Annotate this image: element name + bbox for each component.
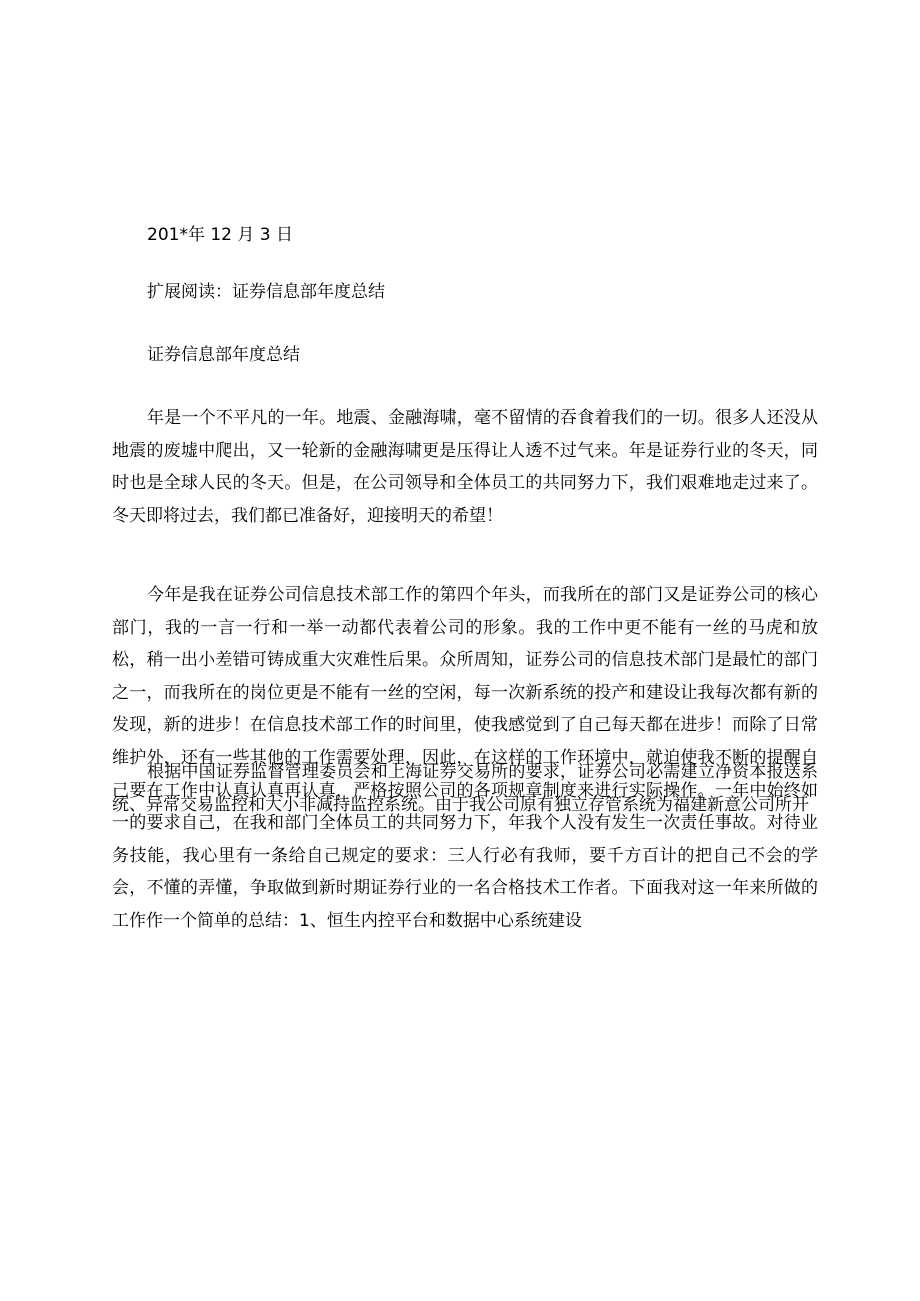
extended-reading-line: 扩展阅读：证券信息部年度总结 xyxy=(147,282,385,302)
paragraph-1: 年是一个不平凡的一年。地震、金融海啸，毫不留情的吞食着我们的一切。很多人还没从地震的废墟中爬出，又一轮新的金融海啸更是压得让人透不过气来。年是证券行业的冬天，同时也是全球人民的冬天。但是，在公司领导和全体员工的共同努力下，我们艰难地走过来了。冬天即将过去，我们都已准备好，迎接明天的希望！ xyxy=(112,408,818,526)
date-line: 201*年 12 月 3 日 xyxy=(147,225,294,245)
paragraph-2: 今年是我在证券公司信息技术部工作的第四个年头，而我所在的部门又是证券公司的核心部门，我的一言一行和一举一动都代表着公司的形象。我的工作中更不能有一丝的马虎和放松，稍一出小差错可铸成重大灾难性后果。众所周知，证券公司的信息技术部门是最忙的部门之一，而我所在的岗位更是不能有一丝的空闲，每一次新系统的投产和建设让我每次都有新的发现，新的进步！在信息技术部工作的时间里，使我感觉到了自己每天都在进步！而除了日常维护外，还有一些其他的工作需要处理，因此，在这样的工作环境中，就迫使我不断的提醒自己要在工作中认真认真再认真，严格按照公司的各项规章制度来进行实际操作。一年中始终如一的要求自己，在我和部门全体员工的共同努力下，年我个人没有发生一次责任事故。对待业务技能，我心里有一条给自己规定的要求：三人行必有我师，要千方百计的把自己不会的学会，不懂的弄懂，争取做到新时期证券行业的一名合格技术工作者。下面我对这一年来所做的工作作一个简单的总结：1、恒生内控平台和数据中心系统建设 xyxy=(112,585,818,931)
paragraph-3: 根据中国证券监督管理委员会和上海证券交易所的要求，证券公司必需建立净资本报送系统、异常交易监控和大小非减持监控系统。由于我公司原有独立存管系统为福建新意公司所开 xyxy=(112,762,818,815)
document-title: 证券信息部年度总结 xyxy=(147,345,300,365)
